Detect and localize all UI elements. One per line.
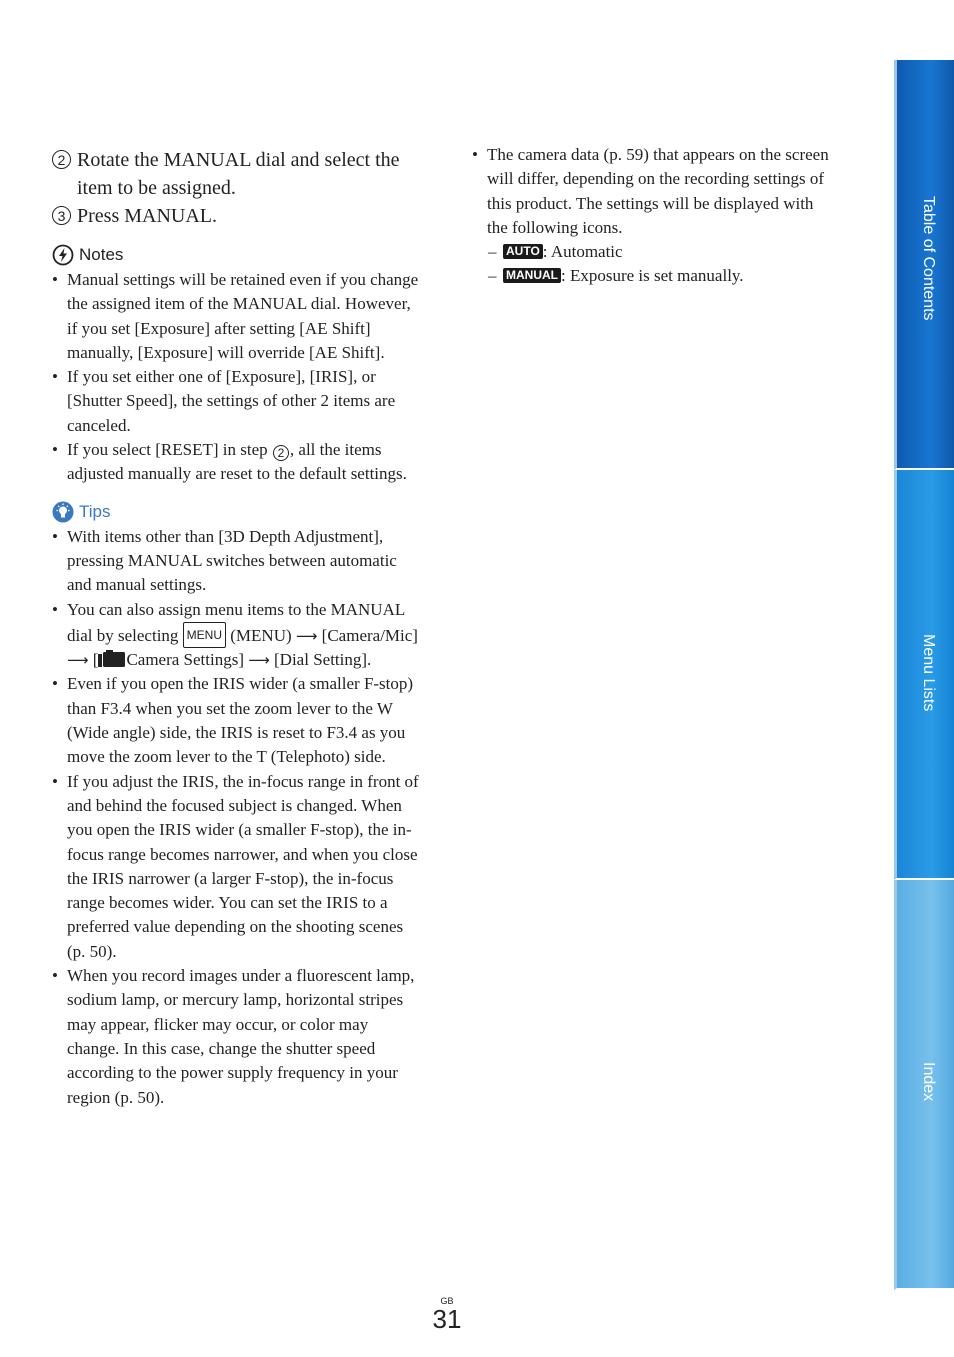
list-item bbox=[52, 438, 424, 487]
icon-description: : Exposure is set manually. bbox=[561, 266, 744, 286]
page-number-value: 31 bbox=[432, 1304, 462, 1334]
list-item: • Manual settings will be retained even if you change the assigned item of the MANUAL dial. However, if you set [Exposure] after setting [AE Shift] manually, [Exposure] will override [AE Shift]. bbox=[52, 268, 424, 365]
camera-settings-icon bbox=[98, 650, 126, 667]
icon-row-manual bbox=[472, 264, 832, 288]
list-item: • Even if you open the IRIS wider (a smaller F-stop) than F3.4 when you set the zoom lever to the W (Wide angle) side, the IRIS is reset to F3.4 as you move the zoom lever to the T (Telephoto) side. bbox=[52, 672, 424, 769]
region-code: GB bbox=[440, 1296, 454, 1306]
tips-list bbox=[52, 525, 424, 1110]
icon-description: : Automatic bbox=[542, 242, 623, 262]
arrow-right-icon: ⟶ bbox=[295, 626, 318, 645]
tip-text: [Camera/Mic] bbox=[317, 625, 418, 645]
list-item: • When you record images under a fluorescent lamp, sodium lamp, or mercury lamp, horizontal stripes may appear, flicker may occur, or color may change. In this case, change the shutter speed according to the power supply frequency in your region (p. 50). bbox=[52, 964, 424, 1110]
step-number-2: 2 bbox=[52, 150, 71, 169]
step-2 bbox=[52, 146, 424, 202]
page-number bbox=[420, 1296, 474, 1332]
step-number-3: 3 bbox=[52, 206, 71, 225]
list-item: • If you set either one of [Exposure], [IRIS], or [Shutter Speed], the settings of other 2 items are canceled. bbox=[52, 365, 424, 438]
tab-menu-lists[interactable] bbox=[894, 470, 954, 880]
tab-label: Table of Contents bbox=[920, 196, 937, 321]
list-item: • If you adjust the IRIS, the in-focus range in front of and behind the focused subject is changed. When you open the IRIS wider (a smaller F-stop), the in-focus range becomes narrower, and when you close the IRIS narrower (a larger F-stop), the in-focus range becomes wider. You can set the IRIS to a preferred value depending on the shooting scenes (p. 50). bbox=[52, 770, 424, 964]
tip-text: (MENU) bbox=[226, 625, 296, 645]
step-2-text: Rotate the MANUAL dial and select the item to be assigned. bbox=[77, 149, 400, 199]
tab-label: Menu Lists bbox=[920, 634, 937, 712]
tab-index[interactable] bbox=[894, 880, 954, 1290]
step-3-text: Press MANUAL. bbox=[77, 205, 217, 227]
left-column bbox=[52, 146, 424, 1110]
tips-heading bbox=[52, 501, 424, 523]
list-item: • The camera data (p. 59) that appears on the screen will differ, depending on the recording settings of this product. The settings will be displayed with the following icons. bbox=[472, 143, 832, 240]
notes-list bbox=[52, 268, 424, 487]
side-navigation bbox=[894, 60, 954, 1290]
tips-title: Tips bbox=[79, 501, 111, 521]
tip-text: [Dial Setting]. bbox=[269, 650, 372, 670]
notes-icon bbox=[52, 244, 74, 266]
tip-text: Camera Settings] bbox=[126, 650, 249, 670]
lightbulb-icon bbox=[52, 501, 74, 523]
tip-text: You can also assign menu items to the MANUAL dial by selecting bbox=[67, 599, 405, 645]
step-3 bbox=[52, 202, 424, 230]
auto-badge-icon: AUTO bbox=[503, 244, 543, 259]
notes-title: Notes bbox=[79, 245, 124, 264]
tab-table-of-contents[interactable] bbox=[894, 60, 954, 470]
manual-badge-icon: MANUAL bbox=[503, 268, 561, 283]
tab-label: Index bbox=[920, 1062, 937, 1102]
right-column bbox=[472, 143, 832, 289]
note-text: If you select [RESET] in step bbox=[67, 440, 272, 460]
arrow-right-icon: ⟶ bbox=[67, 651, 89, 670]
icon-row-auto bbox=[472, 240, 832, 264]
notes-heading bbox=[52, 244, 424, 266]
arrow-right-icon: ⟶ bbox=[248, 651, 270, 670]
step-ref-2: 2 bbox=[273, 445, 289, 461]
menu-button-icon: MENU bbox=[183, 622, 226, 648]
note-text: , all the items adjusted manually are reset to the default settings. bbox=[67, 440, 407, 484]
list-item bbox=[52, 598, 424, 673]
list-item: • With items other than [3D Depth Adjustment], pressing MANUAL switches between automatic and manual settings. bbox=[52, 525, 424, 598]
tip-text: [ bbox=[88, 650, 99, 670]
camera-data-list bbox=[472, 143, 832, 240]
